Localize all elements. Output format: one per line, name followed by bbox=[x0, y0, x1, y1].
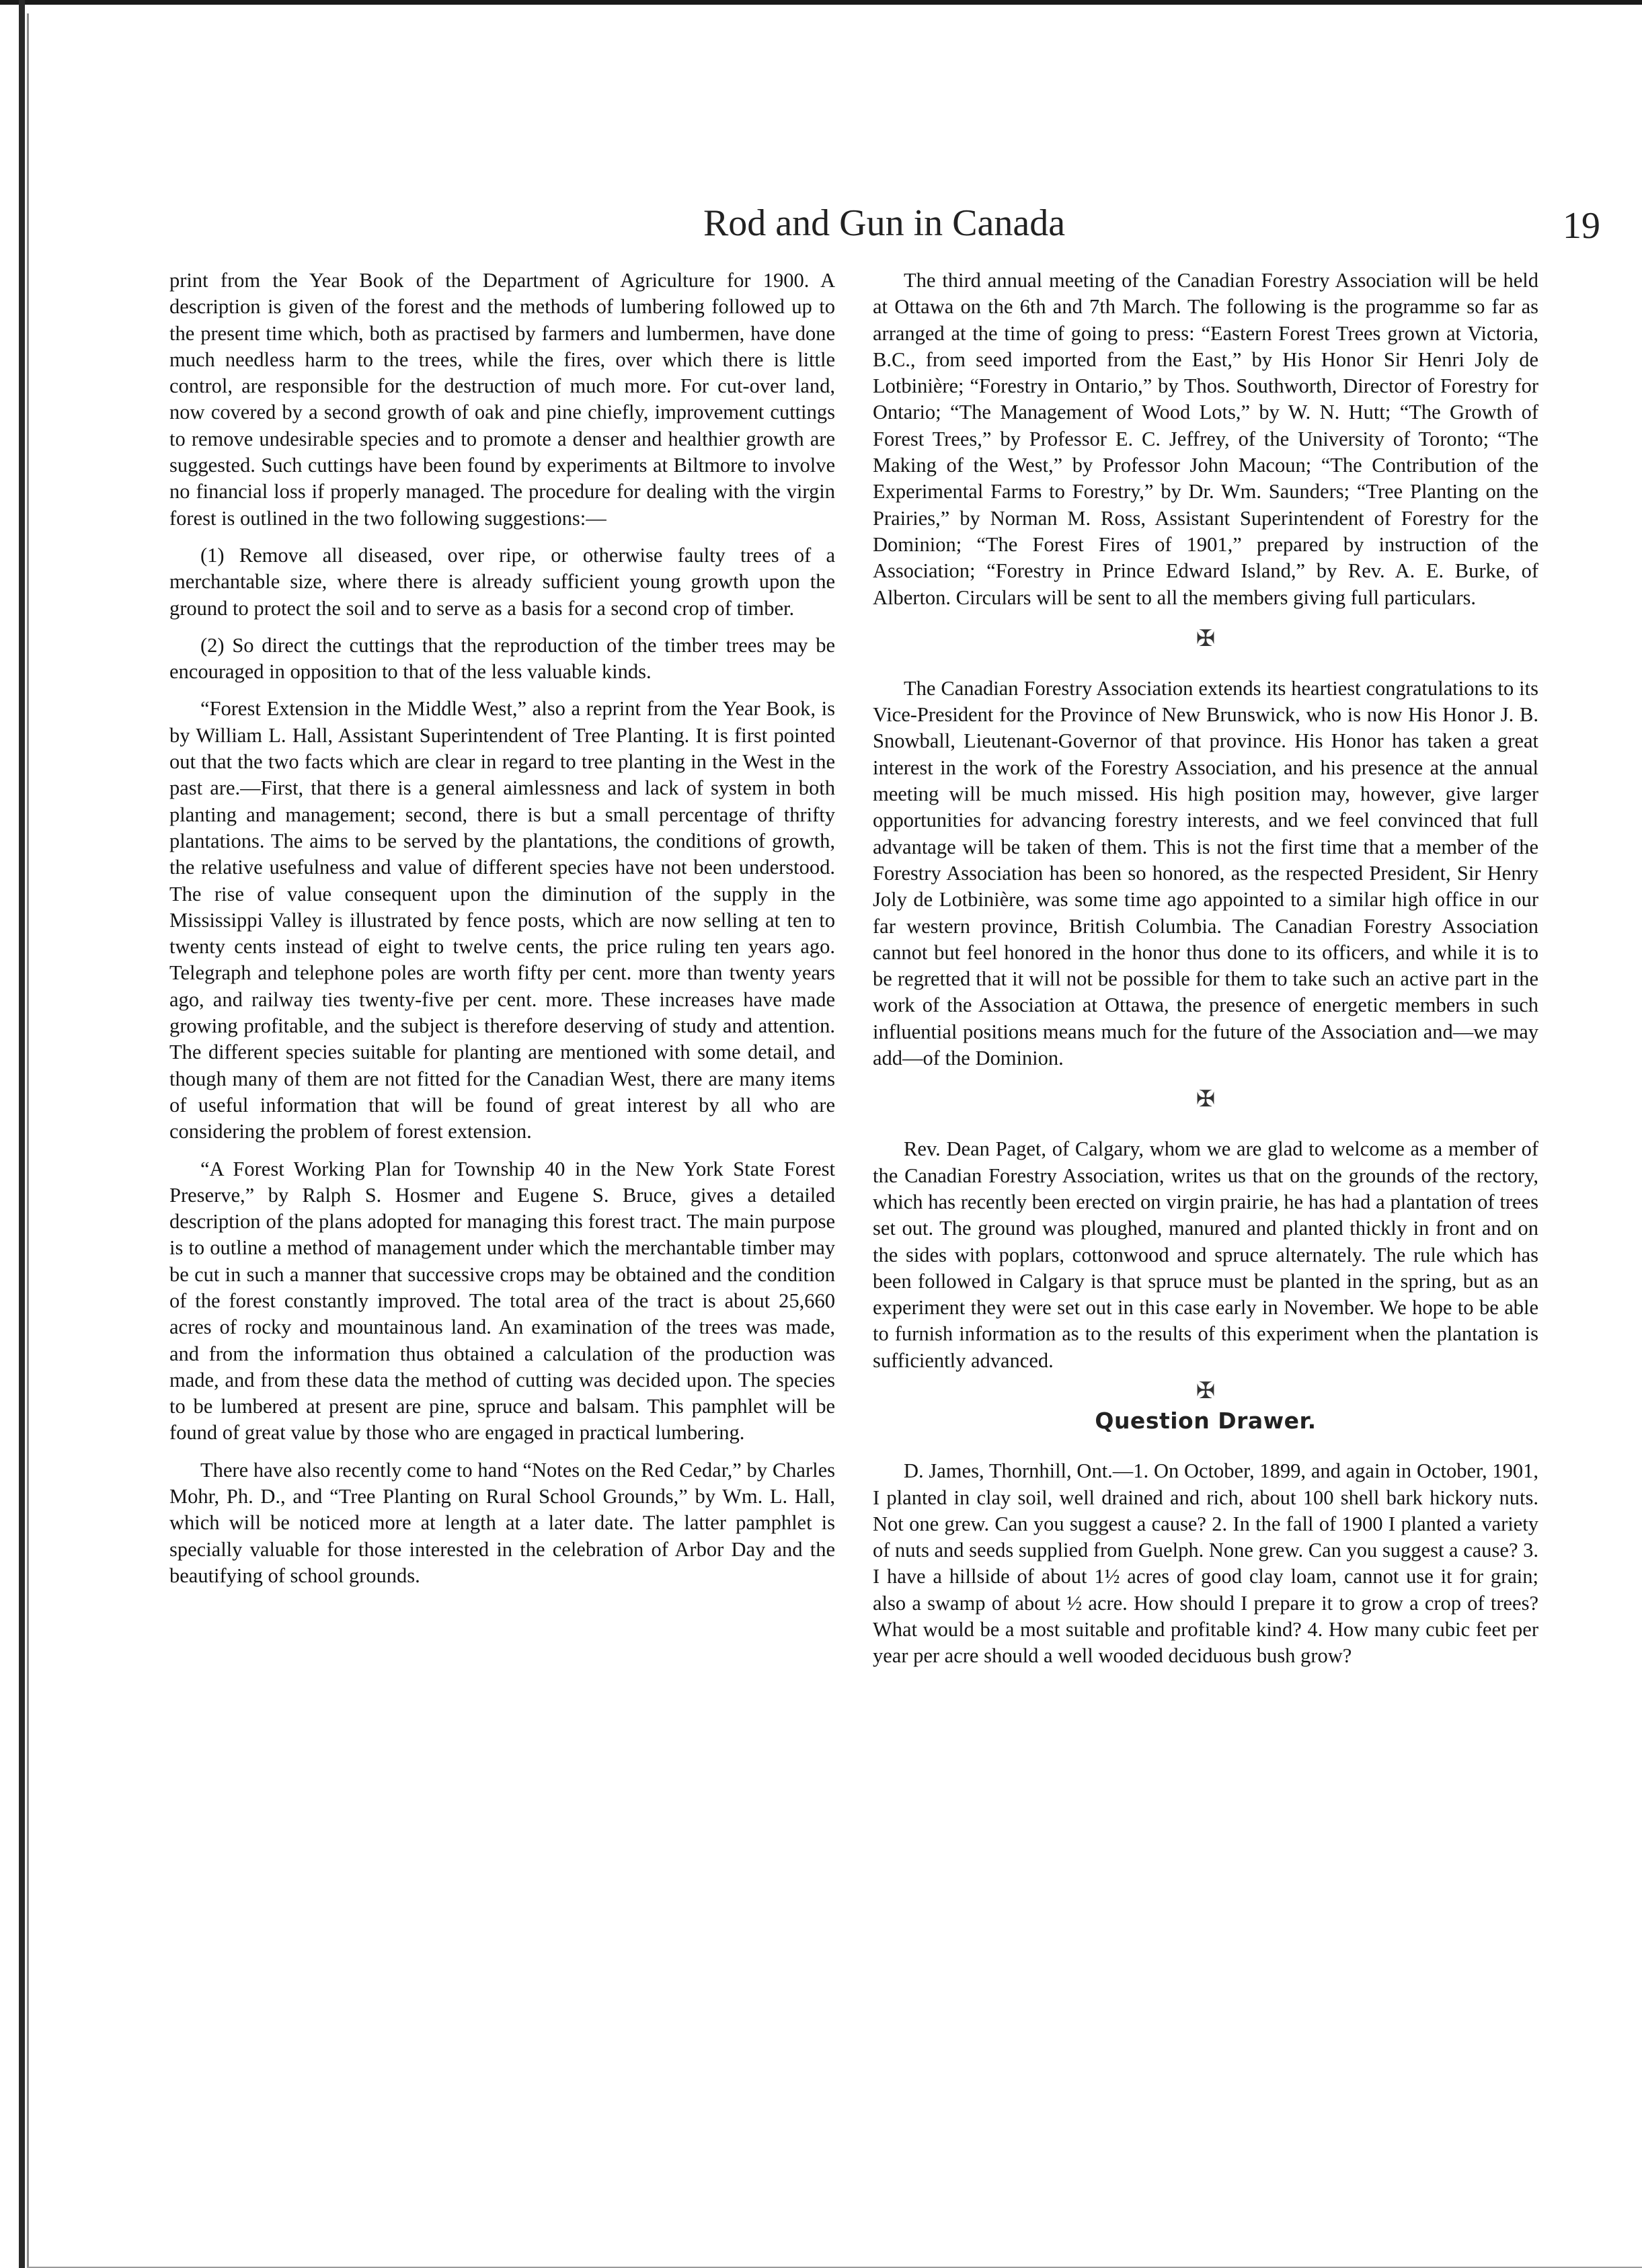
paragraph: “A Forest Working Plan for Township 40 in the New York State Forest Preserve,” by Ralph S. Hosmer and Eugene S. Bruce, gives a detailed description of the plans adopted for managing this forest tract. The main purpose is to outline a method of management under which the merchantable timber may be cut in such a manner that successive crops may be obtained and the condition of the forest constantly improved. The total area of the tract is about 25,660 acres of rocky and mountainous land. An examination of the trees was made, and from the information thus obtained a calculation of the production was made, and from these data the method of cutting was decided upon. The species to be lumbered at present are pine, spruce and balsam. This pamphlet will be found of great value by those who are engaged in practical lumbering. bbox=[169, 1157, 835, 1445]
running-header bbox=[168, 202, 1600, 255]
question-paragraph: D. James, Thornhill, Ont.—1. On October, 1899, and again in October, 1901, I planted in clay soil, well drained and rich, about 100 shell bark hickory nuts. Not one grew. Can you suggest a cause? 2. In the fall of 1900 I planted a variety of nuts and seeds supplied from Guelph. None grew. Can you suggest a cause? 3. I have a hillside of about 1½ acres of good clay loam, cannot use it for grain; also a swamp of about ½ acre. How should I prepare it to grow a crop of trees? What would be a most suitable and profitable kind? 4. How many cubic feet per year per acre should a well wooded deciduous bush grow? bbox=[873, 1459, 1538, 1668]
right-column bbox=[873, 268, 1538, 1670]
binding-edge bbox=[19, 0, 25, 2268]
top-rule bbox=[0, 0, 1642, 5]
paragraph: print from the Year Book of the Department of Agriculture for 1900. A description is given of the forest and the methods of lumbering followed up to the present time which, both as practised by farmers and lumbermen, have done much needless harm to the trees, while the fires, over which there is little control, are responsible for the destruction of much more. For cut-over land, now covered by a second growth of oak and pine chiefly, improvement cuttings to remove undesirable species and to promote a denser and healthier growth are suggested. Such cuttings have been found by experiments at Biltmore to involve no financial loss if properly managed. The procedure for dealing with the virgin forest is outlined in the two following suggestions:— bbox=[169, 269, 835, 530]
binding-edge-shadow bbox=[27, 13, 29, 2268]
paragraph: The Canadian Forestry Association extends its heartiest congratulations to its Vice-President for the Province of New Brunswick, who is now His Honor J. B. Snowball, Lieutenant-Governor of that province. His Honor has taken a great interest in the work of the Forestry Association, and his presence at the annual meeting will be much missed. His high position may, however, give larger opportunities for advancing forestry interests, and we feel convinced that full advantage will be taken of them. This is not the first time that a member of the Forestry Association has been so honored, as the respected President, Sir Henry Joly de Lotbinière, was some time ago appointed to a similar high office in our far western province, British Columbia. The Canadian Forestry Association cannot but feel honored in the honor thus done to its officers, and while it is to be regretted that it will not be possible for them to take such an active part in the work of the Association at Ottawa, the presence of energetic members in such influential positions means much for the future of the Association and—we may add—of the Dominion. bbox=[873, 676, 1538, 1070]
paragraph: (1) Remove all diseased, over ripe, or otherwise faulty trees of a merchantable size, where there is already sufficient young growth upon the ground to protect the soil and to serve as a basis for a second crop of timber. bbox=[169, 543, 835, 620]
ornament-icon: ✠ bbox=[1196, 1087, 1216, 1112]
ornament-icon: ✠ bbox=[1196, 626, 1216, 651]
paragraph: (2) So direct the cuttings that the reproduction of the timber trees may be encouraged in opposition to that of the less valuable kinds. bbox=[169, 633, 835, 684]
paragraph: There have also recently come to hand “Notes on the Red Cedar,” by Charles Mohr, Ph. D., and “Tree Planting on Rural School Grounds,” by Wm. L. Hall, which will be noticed more at length at a later date. The latter pamphlet is specially valuable for those interested in the celebration of Arbor Day and the beautifying of school grounds. bbox=[169, 1458, 835, 1587]
paragraph: The third annual meeting of the Canadian Forestry Association will be held at Ottawa on the 6th and 7th March. The following is the programme so far as arranged at the time of going to press: “Eastern Forest Trees grown at Victoria, B.C., from seed imported from the East,” by His Honor Sir Henri Joly de Lotbinière; “Forestry in Ontario,” by Thos. Southworth, Director of Forestry for Ontario; “The Management of Wood Lots,” by W. N. Hutt; “The Growth of Forest Trees,” by Professor E. C. Jeffrey, of the University of Toronto; “The Making of the West,” by Professor John Macoun; “The Contribution of the Experimental Farms to Forestry,” by Dr. Wm. Saunders; “Tree Planting on the Prairies,” by Norman M. Ross, Assistant Superintendent of Forestry for the Dominion; “The Forest Fires of 1901,” prepared by instruction of the Association; “Forestry in Prince Edward Island,” by Rev. A. E. Burke, of Alberton. Circulars will be sent to all the members giving full particulars. bbox=[873, 269, 1538, 609]
ornament-icon: ✠ bbox=[1196, 1378, 1216, 1404]
paragraph: “Forest Extension in the Middle West,” also a reprint from the Year Book, is by William L. Hall, Assistant Superintendent of Tree Planting. It is first pointed out that the two facts which are clear in regard to tree planting in the West in the past are.—First, that there is a general aimlessness and lack of system in both planting and management; second, there is but a small percentage of thrifty plantations. The aims to be served by the plantations, the conditions of growth, the relative usefulness and value of different species have not been understood. The rise of value consequent upon the diminution of the supply in the Mississippi Valley is illustrated by fence posts, which are now selling at ten to twenty cents instead of eight to twelve cents, the price ruling ten years ago. Telegraph and telephone poles are worth fifty per cent. more than twenty years ago, and railway ties twenty-five per cent. more. These increases have made growing profitable, and the subject is therefore deserving of study and attention. The different species suitable for planting are mentioned with some detail, and though many of them are not fitted for the Canadian West, there are many items of useful information that will be found of great interest by all who are considering the problem of forest extension. bbox=[169, 697, 835, 1143]
page-title: Rod and Gun in Canada bbox=[703, 202, 1066, 244]
left-column bbox=[169, 268, 835, 1589]
paragraph: Rev. Dean Paget, of Calgary, whom we are glad to welcome as a member of the Canadian Forestry Association, writes us that on the grounds of the rectory, which has recently been erected on virgin prairie, he has had a plantation of trees set out. The ground was ploughed, manured and planted thickly in front and on the sides with poplars, cottonwood and spruce alternately. The rule which has been followed in Calgary is that spruce must be planted in the spring, but as an experiment they were set out in this case early in November. We hope to be able to furnish information as to the results of this experiment when the plantation is sufficiently advanced. bbox=[873, 1137, 1538, 1372]
section-heading: Question Drawer. bbox=[1095, 1407, 1317, 1434]
page-number: 19 bbox=[1563, 205, 1600, 247]
